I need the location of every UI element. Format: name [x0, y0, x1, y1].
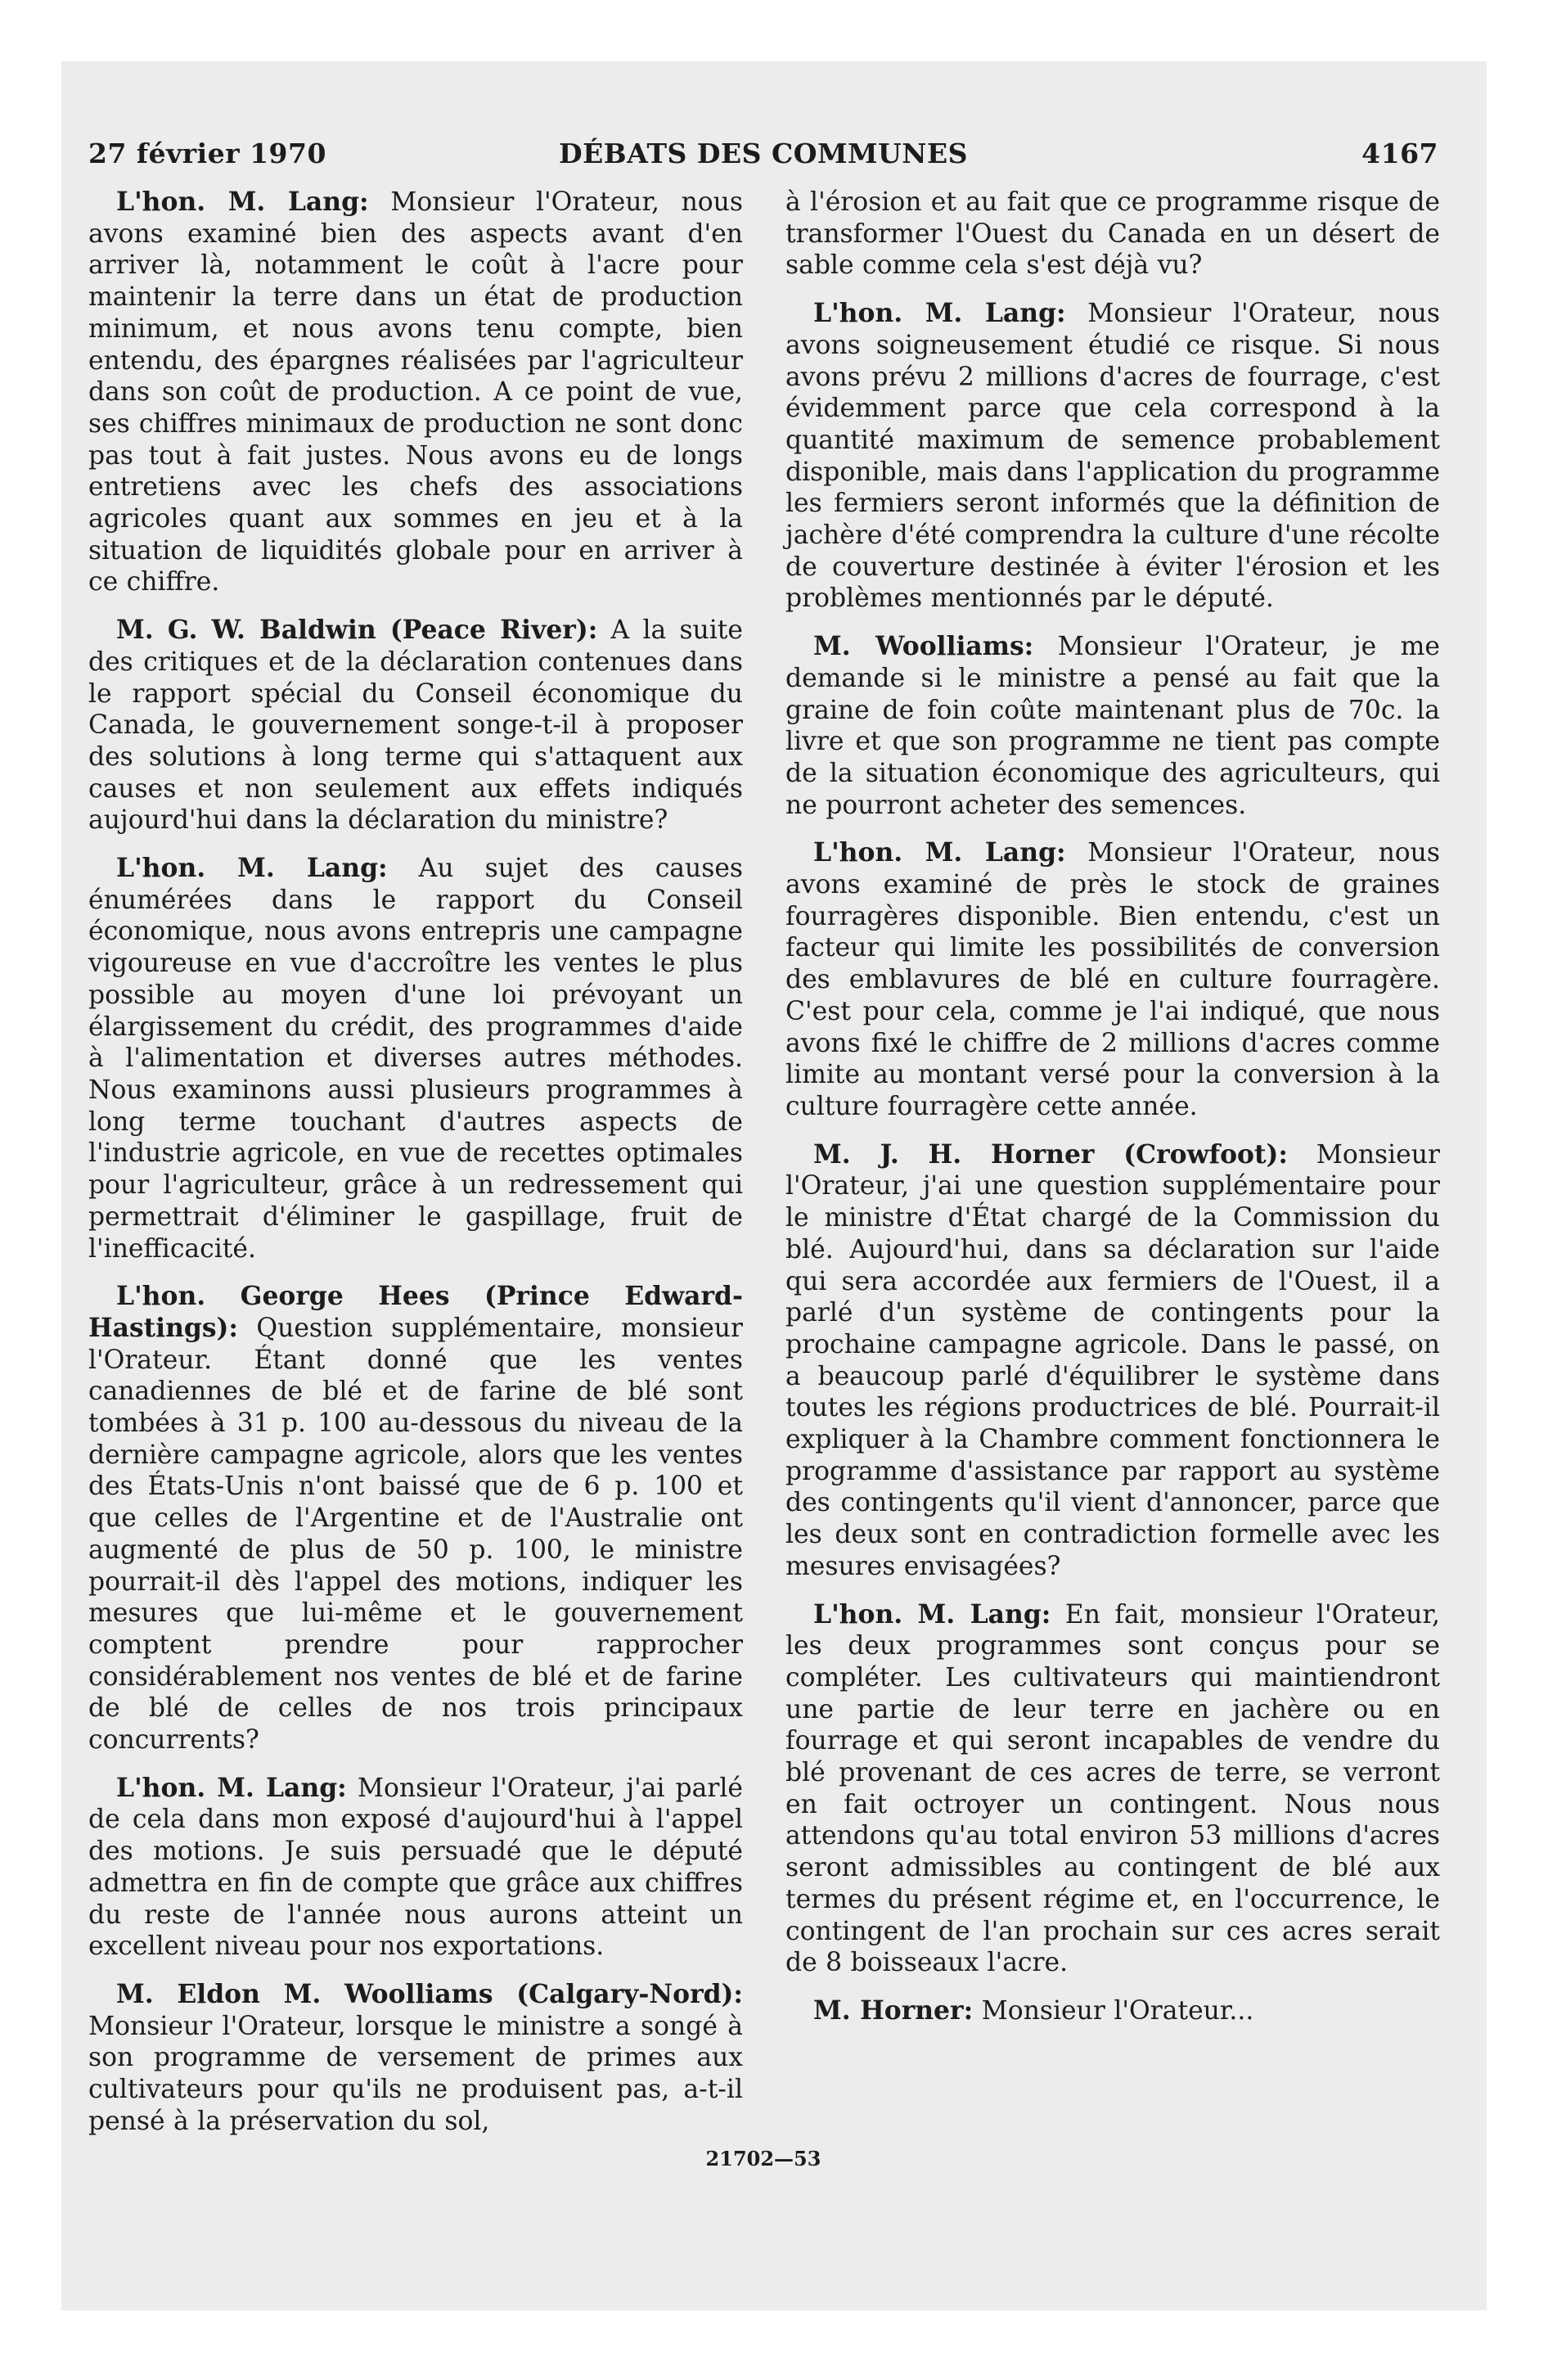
right-column: [785, 187, 1440, 2044]
paragraph: [785, 1995, 1440, 2027]
speaker-name: L'hon. M. Lang:: [813, 838, 1066, 868]
speaker-name: M. Woolliams:: [813, 632, 1034, 662]
page-number: 4167: [1361, 137, 1438, 169]
header-title: DÉBATS DES COMMUNES: [559, 137, 968, 169]
speaker-name: M. J. H. Horner (Crowfoot):: [813, 1139, 1288, 1170]
paragraph-text: à l'érosion et au fait que ce programme risque de transformer l'Ouest du Canada en un désert de sable comme cela s'est déjà vu?: [785, 187, 1440, 281]
speaker-name: M. Horner:: [813, 1995, 974, 2026]
speaker-name: L'hon. M. Lang:: [813, 299, 1066, 329]
paragraph-text: Monsieur l'Orateur, lorsque le ministre a songé à son programme de versement de primes aux cultivateurs pour qu'ils ne produisent pas, a-t-il pensé à la préservation du sol,: [88, 2011, 743, 2136]
page-signature: 21702—53: [705, 2147, 821, 2170]
paragraph-text: Au sujet des causes énumérées dans le rapport du Conseil économique, nous avons entrepris une campagne vigoureuse en vue d'accroître les ventes le plus possible au moyen d'une loi prévoyant un élargissement du crédit, des programmes d'aide à l'alimentation et diverses autres méthodes. Nous examinons aussi plusieurs programmes à long terme touchant d'autres aspects de l'industrie agricole, en vue de recettes optimales pour l'agriculteur, grâce à un redressement qui permettrait d'éliminer le gaspillage, fruit de l'inefficacité.: [88, 854, 744, 1264]
page-header: [88, 137, 1438, 178]
document-page: [88, 137, 1441, 2216]
paragraph: [88, 1773, 743, 1963]
paragraph: [88, 853, 743, 1264]
paragraph-text: Monsieur l'Orateur, nous avons examiné de près le stock de graines fourragères disponible. Bien entendu, c'est un facteur qui limite les possibilités de conversion des emblavures de blé en culture fourragère. C'est pour cela, comme je l'ai indiqué, que nous avons fixé le chiffre de 2 millions d'acres comme limite au montant versé pour la conversion à la culture fourragère cette année.: [785, 838, 1441, 1121]
paragraph-text: Monsieur l'Orateur, je me demande si le ministre a pensé au fait que la graine de foin coûte maintenant plus de 70c. la livre et que son programme ne tient pas compte de la situation économique des agriculteurs, qui ne pourront acheter des semences.: [785, 632, 1441, 820]
speaker-name: L'hon. M. Lang:: [116, 854, 388, 884]
header-date: 27 février 1970: [88, 137, 326, 169]
paragraph: [785, 837, 1440, 1122]
speaker-name: L'hon. M. Lang:: [116, 187, 369, 217]
speaker-name: L'hon. M. Lang:: [813, 1599, 1051, 1629]
paragraph: [785, 631, 1440, 821]
paragraph-text: Question supplémentaire, monsieur l'Orateur. Étant donné que les ventes canadiennes de blé et de farine de blé sont tombées à 31 p. 100 au-dessous du niveau de la dernière campagne agricole, alors que les ventes des États-Unis n'ont baissé que de 6 p. 100 et que celles de l'Argentine et de l'Australie ont augmenté de plus de 50 p. 100, le ministre pourrait-il dès l'appel des motions, indiquer les mesures que lui-même et le gouvernement comptent prendre pour rapprocher considérablement nos ventes de blé et de farine de blé de celles de nos trois principaux concurrents?: [88, 1313, 743, 1756]
paragraph: [88, 1281, 743, 1756]
paragraph-text: Monsieur l'Orateur, j'ai parlé de cela dans mon exposé d'aujourd'hui à l'appel des motions. Je suis persuadé que le député admettra en fin de compte que grâce aux chiffres du reste de l'année nous aurons atteint un excellent niveau pour nos exportations.: [88, 1773, 743, 1962]
speaker-name: M. Eldon M. Woolliams (Calgary-Nord):: [116, 1979, 743, 2009]
paragraph: [88, 187, 743, 598]
paragraph-text: Monsieur l'Orateur...: [981, 1995, 1254, 2026]
speaker-name: M. G. W. Baldwin (Peace River):: [116, 615, 598, 646]
paragraph-text: Monsieur l'Orateur, j'ai une question supplémentaire pour le ministre d'État chargé de la Commission du blé. Aujourd'hui, dans sa déclaration sur l'aide qui sera accordée aux fermiers de l'Ouest, il a parlé d'un système de contingents pour la prochaine campagne agricole. Dans le passé, on a beaucoup parlé d'équilibrer le système dans toutes les régions productrices de blé. Pourrait-il expliquer à la Chambre comment fonctionnera le programme d'assistance par rapport au système des contingents qu'il vient d'annoncer, parce que les deux sont en contradiction formelle avec les mesures envisagées?: [785, 1139, 1440, 1581]
speaker-name: L'hon. M. Lang:: [116, 1773, 347, 1803]
paragraph: [88, 615, 743, 836]
paragraph: [88, 1979, 743, 2138]
paragraph-text: Monsieur l'Orateur, nous avons examiné bien des aspects avant d'en arriver là, notamment le coût à l'acre pour maintenir la terre dans un état de production minimum, et nous avons tenu compte, bien entendu, des épargnes réalisées par l'agriculteur dans son coût de production. A ce point de vue, ses chiffres minimaux de production ne sont donc pas tout à fait justes. Nous avons eu de longs entretiens avec les chefs des associations agricoles quant aux sommes en jeu et à la situation de liquidités globale pour en arriver à ce chiffre.: [88, 187, 744, 597]
left-column: [88, 187, 743, 2153]
paragraph-text: Monsieur l'Orateur, nous avons soigneusement étudié ce risque. Si nous avons prévu 2 millions d'acres de fourrage, c'est évidemment parce que cela correspond à la quantité maximum de semence probablement disponible, mais dans l'application du programme les fermiers seront informés que la définition de jachère d'été comprendra la culture d'une récolte de couverture destinée à éviter l'érosion et les problèmes mentionnés par le député.: [785, 299, 1441, 614]
paragraph: [785, 1139, 1440, 1583]
paragraph: [785, 298, 1440, 615]
paragraph-continuation: [785, 187, 1440, 282]
speaker-name: L'hon. George Hees (Prince Edward-Hastings):: [88, 1282, 743, 1343]
paragraph-text: A la suite des critiques et de la déclaration contenues dans le rapport spécial du Conseil économique du Canada, le gouvernement songe-t-il à proposer des solutions à long terme qui s'attaquent aux causes et non seulement aux effets indiqués aujourd'hui dans la déclaration du ministre?: [88, 615, 743, 836]
paragraph: [785, 1599, 1440, 1979]
paragraph-text: En fait, monsieur l'Orateur, les deux programmes sont conçus pour se compléter. Les cultivateurs qui maintiendront une partie de leur terre en jachère ou en fourrage et qui seront incapables de vendre du blé provenant de ces acres de terre, se verront en fait octroyer un contingent. Nous nous attendons qu'au total environ 53 millions d'acres seront admissibles au contingent de blé aux termes du présent régime et, en l'occurrence, le contingent de l'an prochain sur ces acres serait de 8 boisseaux l'acre.: [785, 1599, 1440, 1978]
